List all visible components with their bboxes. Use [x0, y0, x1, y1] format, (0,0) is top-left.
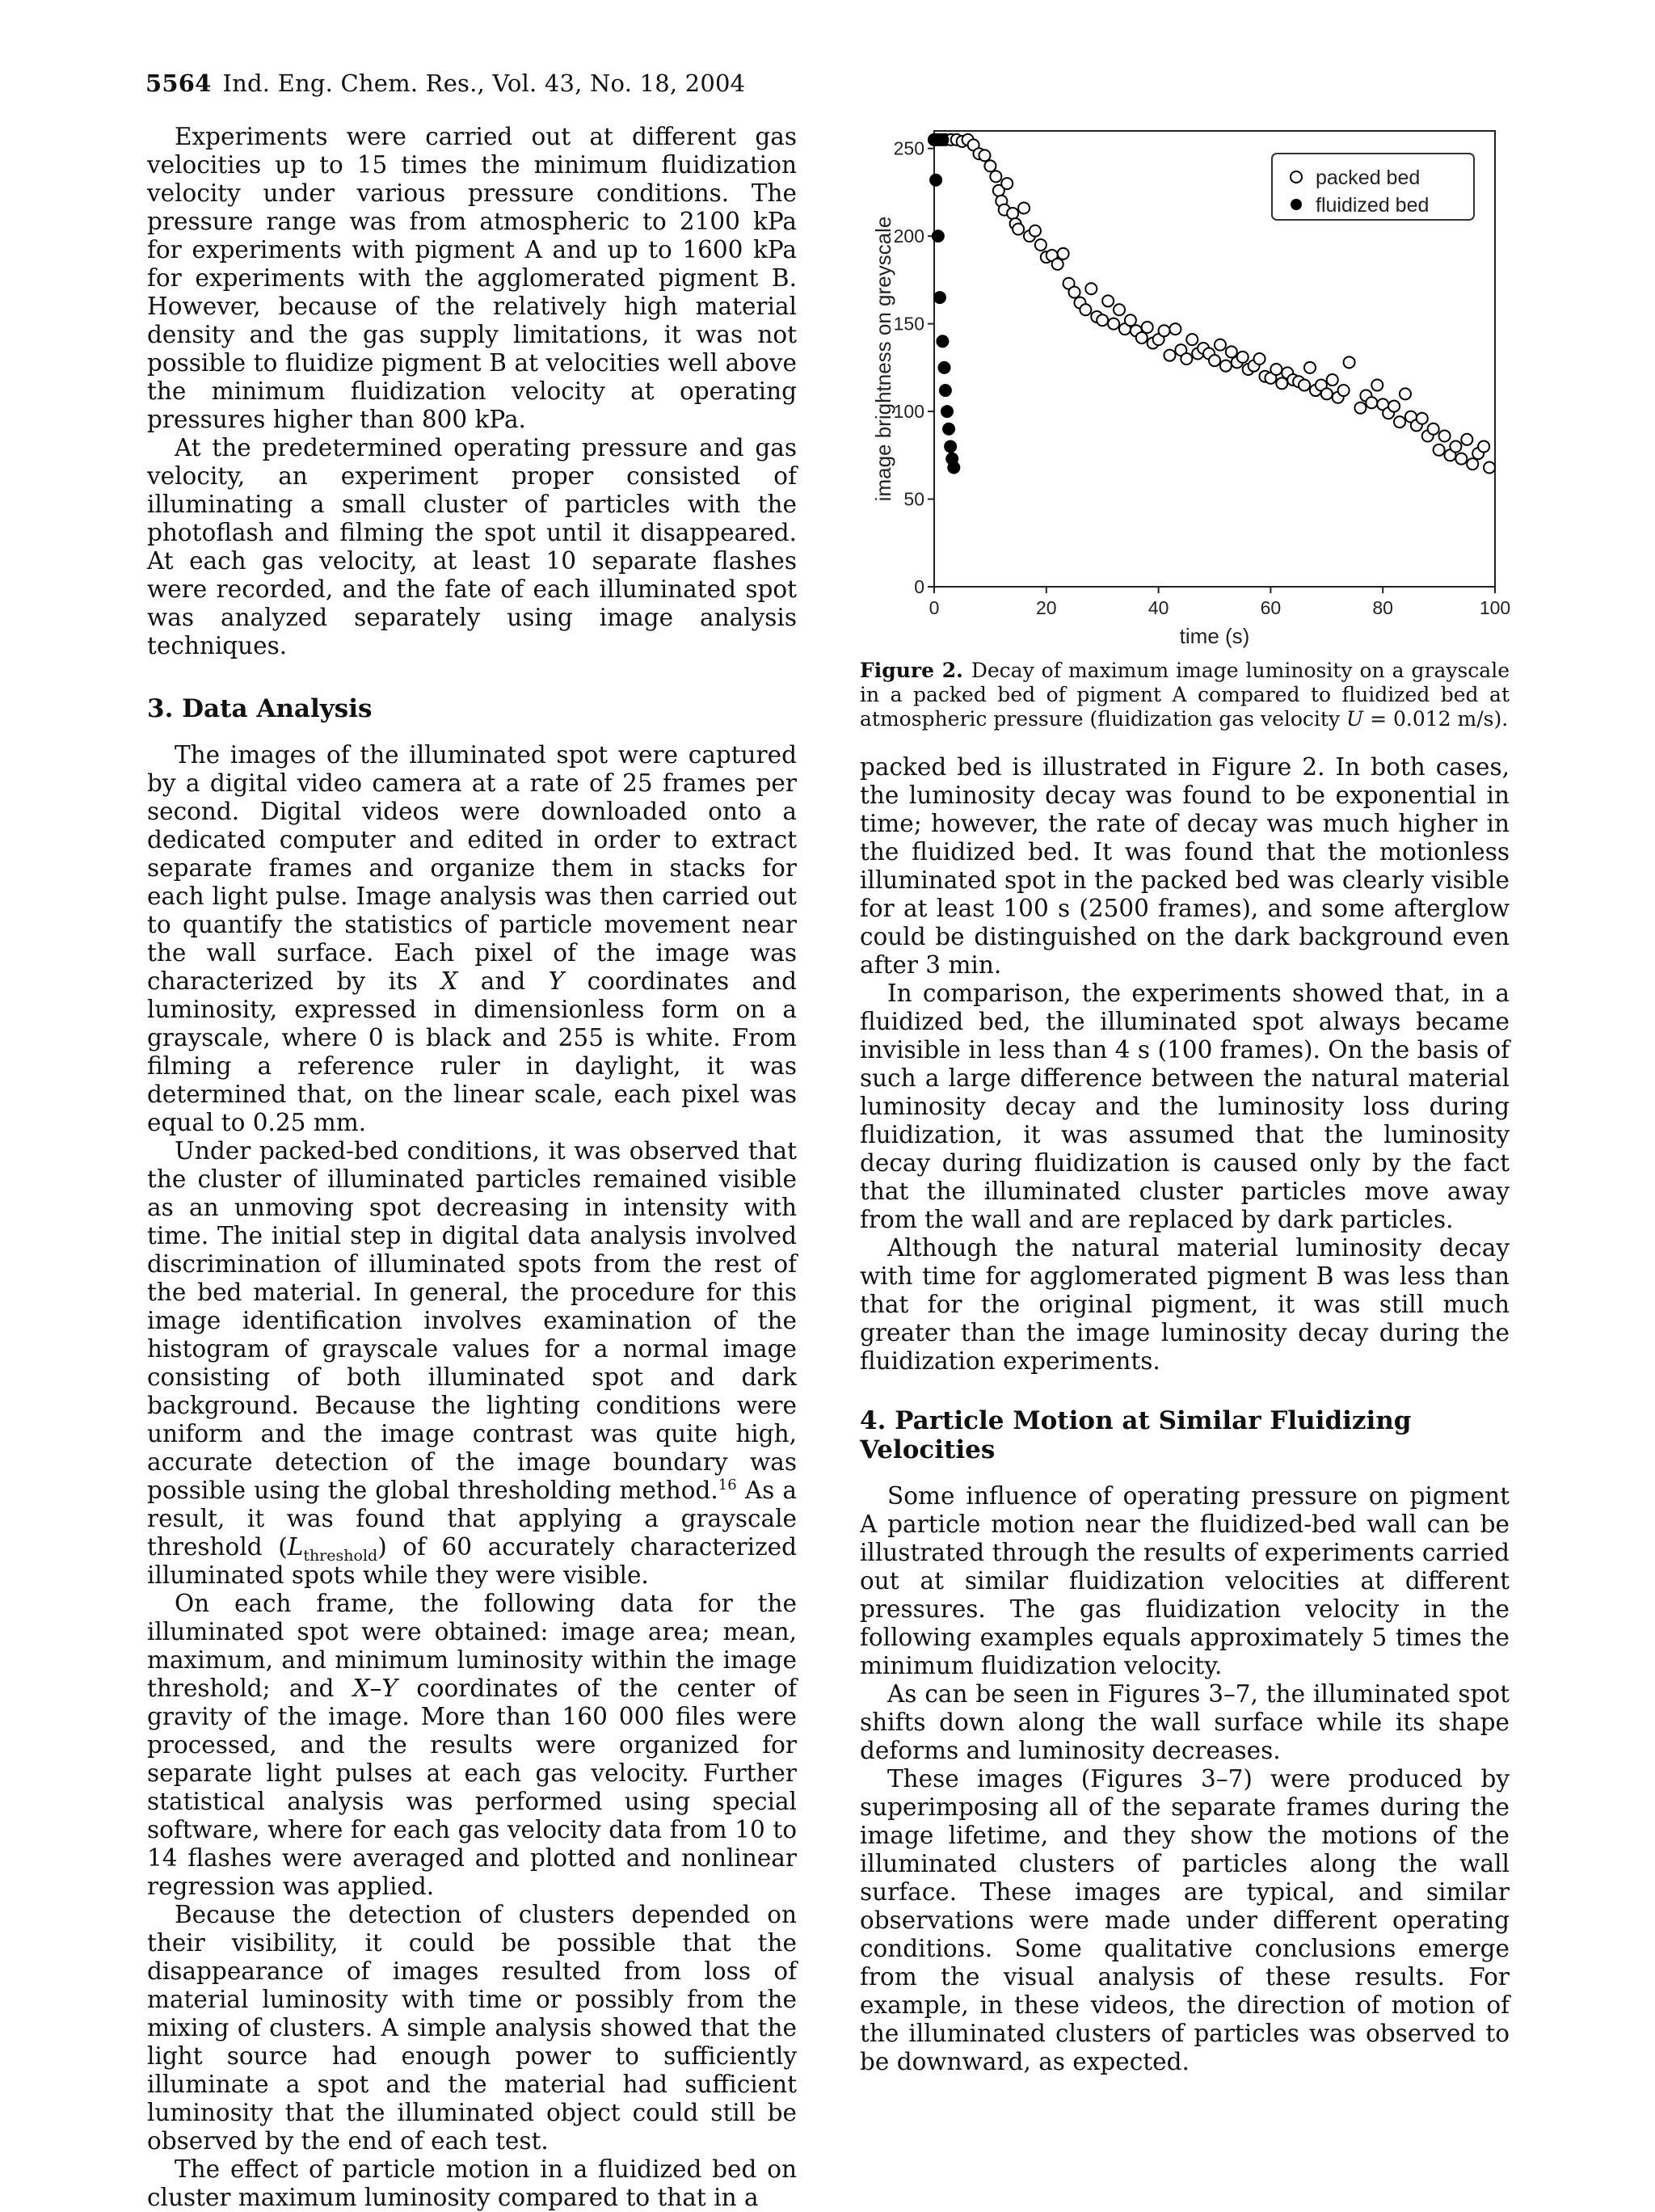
packed-bed-point — [1417, 413, 1428, 424]
section-heading: 3. Data Analysis — [147, 694, 373, 723]
fluidized-bed-point — [940, 385, 951, 396]
packed-bed-point — [1159, 325, 1170, 336]
x-tick-label: 0 — [929, 597, 940, 618]
packed-bed-point — [1338, 385, 1350, 396]
fluidized-bed-point — [937, 335, 948, 347]
legend-label-fluidized-bed: fluidized bed — [1316, 194, 1430, 217]
packed-bed-point — [1142, 322, 1153, 333]
packed-bed-point — [1097, 314, 1108, 326]
packed-bed-point — [1484, 461, 1495, 473]
y-tick-label: 0 — [914, 576, 924, 597]
fluidized-bed-point — [938, 362, 950, 373]
packed-bed-point — [1428, 423, 1439, 435]
packed-bed-point — [1013, 223, 1024, 234]
packed-bed-point — [1467, 458, 1478, 470]
packed-bed-point — [1215, 339, 1226, 351]
packed-bed-point — [1018, 202, 1030, 213]
journal-citation: Ind. Eng. Chem. Res., Vol. 43, No. 18, 2004 — [222, 70, 746, 97]
packed-bed-point — [984, 160, 996, 171]
packed-bed-point — [1220, 360, 1232, 372]
packed-bed-point — [1136, 332, 1148, 343]
packed-bed-point — [1058, 248, 1069, 259]
figure-caption: Figure 2. Decay of maximum image luminosity on a grayscale in a packed bed of pigment A compared to fluidized bed at atmospheric pressure (fluidization gas velocity U = 0.012 m/s). — [860, 659, 1510, 731]
packed-bed-point — [979, 150, 990, 161]
packed-bed-point — [1169, 323, 1181, 335]
x-tick-label: 100 — [1479, 597, 1511, 618]
legend-label-packed-bed: packed bed — [1316, 166, 1421, 189]
legend-filled-circle-icon — [1291, 199, 1302, 210]
packed-bed-point — [1371, 380, 1383, 391]
packed-bed-point — [1388, 401, 1400, 412]
packed-bed-point — [1478, 440, 1489, 452]
packed-bed-point — [1400, 388, 1411, 399]
packed-bed-point — [1114, 304, 1125, 315]
paragraph: At the predetermined operating pressure and gas velocity, an experiment proper consisted of illuminating a small cluster of particles with the photoflash and filming the spot until it disappeared. At each gas velocity, at least 10 separate flashes were recorded, and the fate of each illuminated spot was analyzed separately using image analysis techniques. — [147, 434, 797, 659]
packed-bed-point — [1226, 346, 1237, 357]
paragraph: The effect of particle motion in a fluidized bed on cluster maximum luminosity compared to that in a — [147, 2155, 797, 2211]
packed-bed-point — [1001, 178, 1013, 189]
packed-bed-point — [1237, 352, 1249, 363]
y-tick-label: 250 — [893, 137, 924, 159]
packed-bed-point — [1321, 388, 1333, 399]
x-tick-label: 20 — [1036, 597, 1057, 618]
y-tick-label: 100 — [893, 401, 924, 423]
paragraph: On each frame, the following data for the illuminated spot were obtained: image area; mean, maximum, and minimum luminosity within the image threshold; and X–Y coordinates of the center of gravity of the image. More than 160 000 files were processed, and the results were organized for separate light pulses at each gas velocity. Further statistical analysis was performed using special software, where for each gas velocity data from 10 to 14 flashes were averaged and plotted and nonlinear regression was applied. — [147, 1590, 798, 1900]
fluidized-bed-point — [933, 230, 944, 242]
fluidized-bed-point — [948, 461, 959, 473]
paragraph: In comparison, the experiments showed that, in a fluidized bed, the illuminated spot always became invisible in less than 4 s (100 frames). On the basis of such a large difference between the natural material luminosity decay and the luminosity loss during fluidization, it was assumed that the luminosity decay during fluidization is caused only by the fact that the illuminated cluster particles move away from the wall and are replaced by dark particles. — [860, 980, 1510, 1233]
fluidized-bed-point — [930, 175, 941, 186]
packed-bed-point — [1052, 259, 1063, 270]
page-number: 5564 — [145, 70, 212, 97]
y-tick-label: 150 — [893, 313, 924, 335]
y-axis-label: image brightness on greyscale — [871, 216, 895, 502]
fluidized-bed-point — [943, 423, 954, 435]
packed-bed-point — [1181, 353, 1192, 364]
paragraph: These images (Figures 3–7) were produced by superimposing all of the separate frames during the image lifetime, and they show the motions of the illuminated clusters of particles along the wall surface. These images are typical, and similar observations were made under different operating conditions. Some qualitative conclusions emerge from the visual analysis of these results. For example, in these videos, the direction of motion of the illuminated clusters of particles was observed to be downward, as expected. — [860, 1765, 1510, 2075]
packed-bed-point — [1394, 416, 1405, 428]
figure-2 — [857, 121, 1519, 655]
packed-bed-point — [1304, 362, 1316, 373]
x-axis-label: time (s) — [1179, 624, 1250, 648]
packed-bed-point — [1125, 314, 1136, 326]
packed-bed-point — [1108, 318, 1119, 330]
packed-bed-point — [1327, 374, 1338, 386]
paragraph: Experiments were carried out at different gas velocities up to 15 times the minimum fluidization velocity under various pressure conditions. The pressure range was from atmospheric to 2100 kPa for experiments with pigment A and up to 1600 kPa for experiments with the agglomerated pigment B. However, because of the relatively high material density and the gas supply limitations, it was not possible to fluidize pigment B at velocities well above the minimum fluidization velocity at operating pressures higher than 800 kPa. — [147, 123, 797, 433]
packed-bed-point — [1080, 304, 1091, 315]
packed-bed-point — [1439, 430, 1451, 441]
packed-bed-point — [1085, 283, 1097, 294]
fluidized-bed-point — [941, 406, 953, 417]
packed-bed-point — [1164, 350, 1175, 361]
packed-bed-point — [1450, 440, 1461, 452]
packed-bed-point — [1366, 397, 1377, 408]
paragraph: Because the detection of clusters depended on their visibility, it could be possible that the disappearance of images resulted from loss of material luminosity with time or possibly from the mixing of clusters. A simple analysis showed that the light source had enough power to sufficiently illuminate a spot and the material had sufficient luminosity that the illuminated object could still be observed by the end of each test. — [147, 1901, 797, 2155]
x-tick-label: 40 — [1148, 597, 1169, 618]
paragraph: Under packed-bed conditions, it was observed that the cluster of illuminated particles remained visible as an unmoving spot decreasing in intensity with time. The initial step in digital data analysis involved discrimination of illuminated spots from the rest of the bed material. In general, the procedure for this image identification involves examination of the histogram of grayscale values for a normal image consisting of both illuminated spot and dark background. Because the lighting conditions were uniform and the image contrast was quite high, accurate detection of the image boundary was possible using the global thresholding method.$^{16}$ As a result, it was found that applying a grayscale threshold $(L_{threshold})$ of 60 accurately characterized illuminated spots while they were visible. — [147, 1137, 797, 1589]
y-tick-label: 200 — [893, 225, 924, 247]
packed-bed-point — [1069, 287, 1080, 298]
packed-bed-point — [1270, 364, 1282, 375]
paragraph: The images of the illuminated spot were captured by a digital video camera at a rate of 25 frames per second. Digital videos were downloaded onto a dedicated computer and edited in order to extract separate frames and organize them in stacks for each light pulse. Image analysis was then carried out to quantify the statistics of particle movement near the wall surface. Each pixel of the image was characterized by its X and Y coordinates and luminosity, expressed in dimensionless form on a grayscale, where 0 is black and 255 is white. From filming a reference ruler in daylight, it was determined that, on the linear scale, each pixel was equal to 0.25 mm. — [147, 741, 797, 1136]
paragraph: packed bed is illustrated in Figure 2. In both cases, the luminosity decay was found to be exponential in time; however, the rate of decay was much higher in the fluidized bed. It was found that the motionless illuminated spot in the packed bed was clearly visible for at least 100 s (2500 frames), and some afterglow could be distinguished on the dark background even after 3 min. — [860, 753, 1510, 979]
packed-bed-point — [1344, 356, 1355, 368]
paragraph: Some influence of operating pressure on pigment A particle motion near the fluidized-bed wall can be illustrated through the results of experiments carried out at similar fluidization velocities at different pressures. The gas fluidization velocity in the following examples equals approximately 5 times the minimum fluidization velocity. — [860, 1482, 1510, 1679]
section-heading: 4. Particle Motion at Similar Fluidizing Velocities — [860, 1406, 1412, 1464]
packed-bed-point — [1276, 377, 1287, 389]
fluidized-bed-point — [934, 292, 945, 303]
packed-bed-point — [1030, 225, 1041, 237]
x-tick-label: 80 — [1372, 597, 1393, 618]
caption-label: Figure 2. — [860, 659, 963, 682]
scatter-chart — [857, 121, 1519, 655]
fluidized-bed-point — [945, 440, 956, 452]
fluidized-bed-point — [937, 134, 948, 145]
packed-bed-point — [1299, 380, 1310, 391]
packed-bed-point — [1254, 353, 1265, 364]
left-column — [147, 123, 797, 2212]
running-header — [145, 70, 745, 97]
reference-superscript: 16 — [718, 1477, 737, 1494]
paragraph: As can be seen in Figures 3–7, the illuminated spot shifts down along the wall surface while its shape deforms and luminosity decreases. — [860, 1680, 1510, 1764]
packed-bed-point — [1209, 355, 1220, 366]
packed-bed-point — [1007, 208, 1018, 219]
y-tick-label: 50 — [903, 488, 924, 510]
legend-open-circle-icon — [1291, 171, 1302, 183]
packed-bed-point — [1461, 434, 1472, 445]
paragraph: Although the natural material luminosity decay with time for agglomerated pigment B was less than that for the original pigment, it was still much greater than the image luminosity decay during the fluidization experiments. — [860, 1234, 1510, 1375]
packed-bed-point — [1434, 445, 1445, 456]
packed-bed-point — [1455, 453, 1467, 465]
packed-bed-point — [1186, 334, 1198, 345]
legend — [1272, 154, 1474, 220]
packed-bed-point — [1102, 295, 1114, 306]
x-tick-label: 60 — [1260, 597, 1282, 618]
packed-bed-point — [990, 171, 1001, 182]
right-column — [860, 753, 1510, 2076]
packed-bed-point — [1035, 239, 1046, 251]
packed-bed-point — [1354, 402, 1366, 414]
